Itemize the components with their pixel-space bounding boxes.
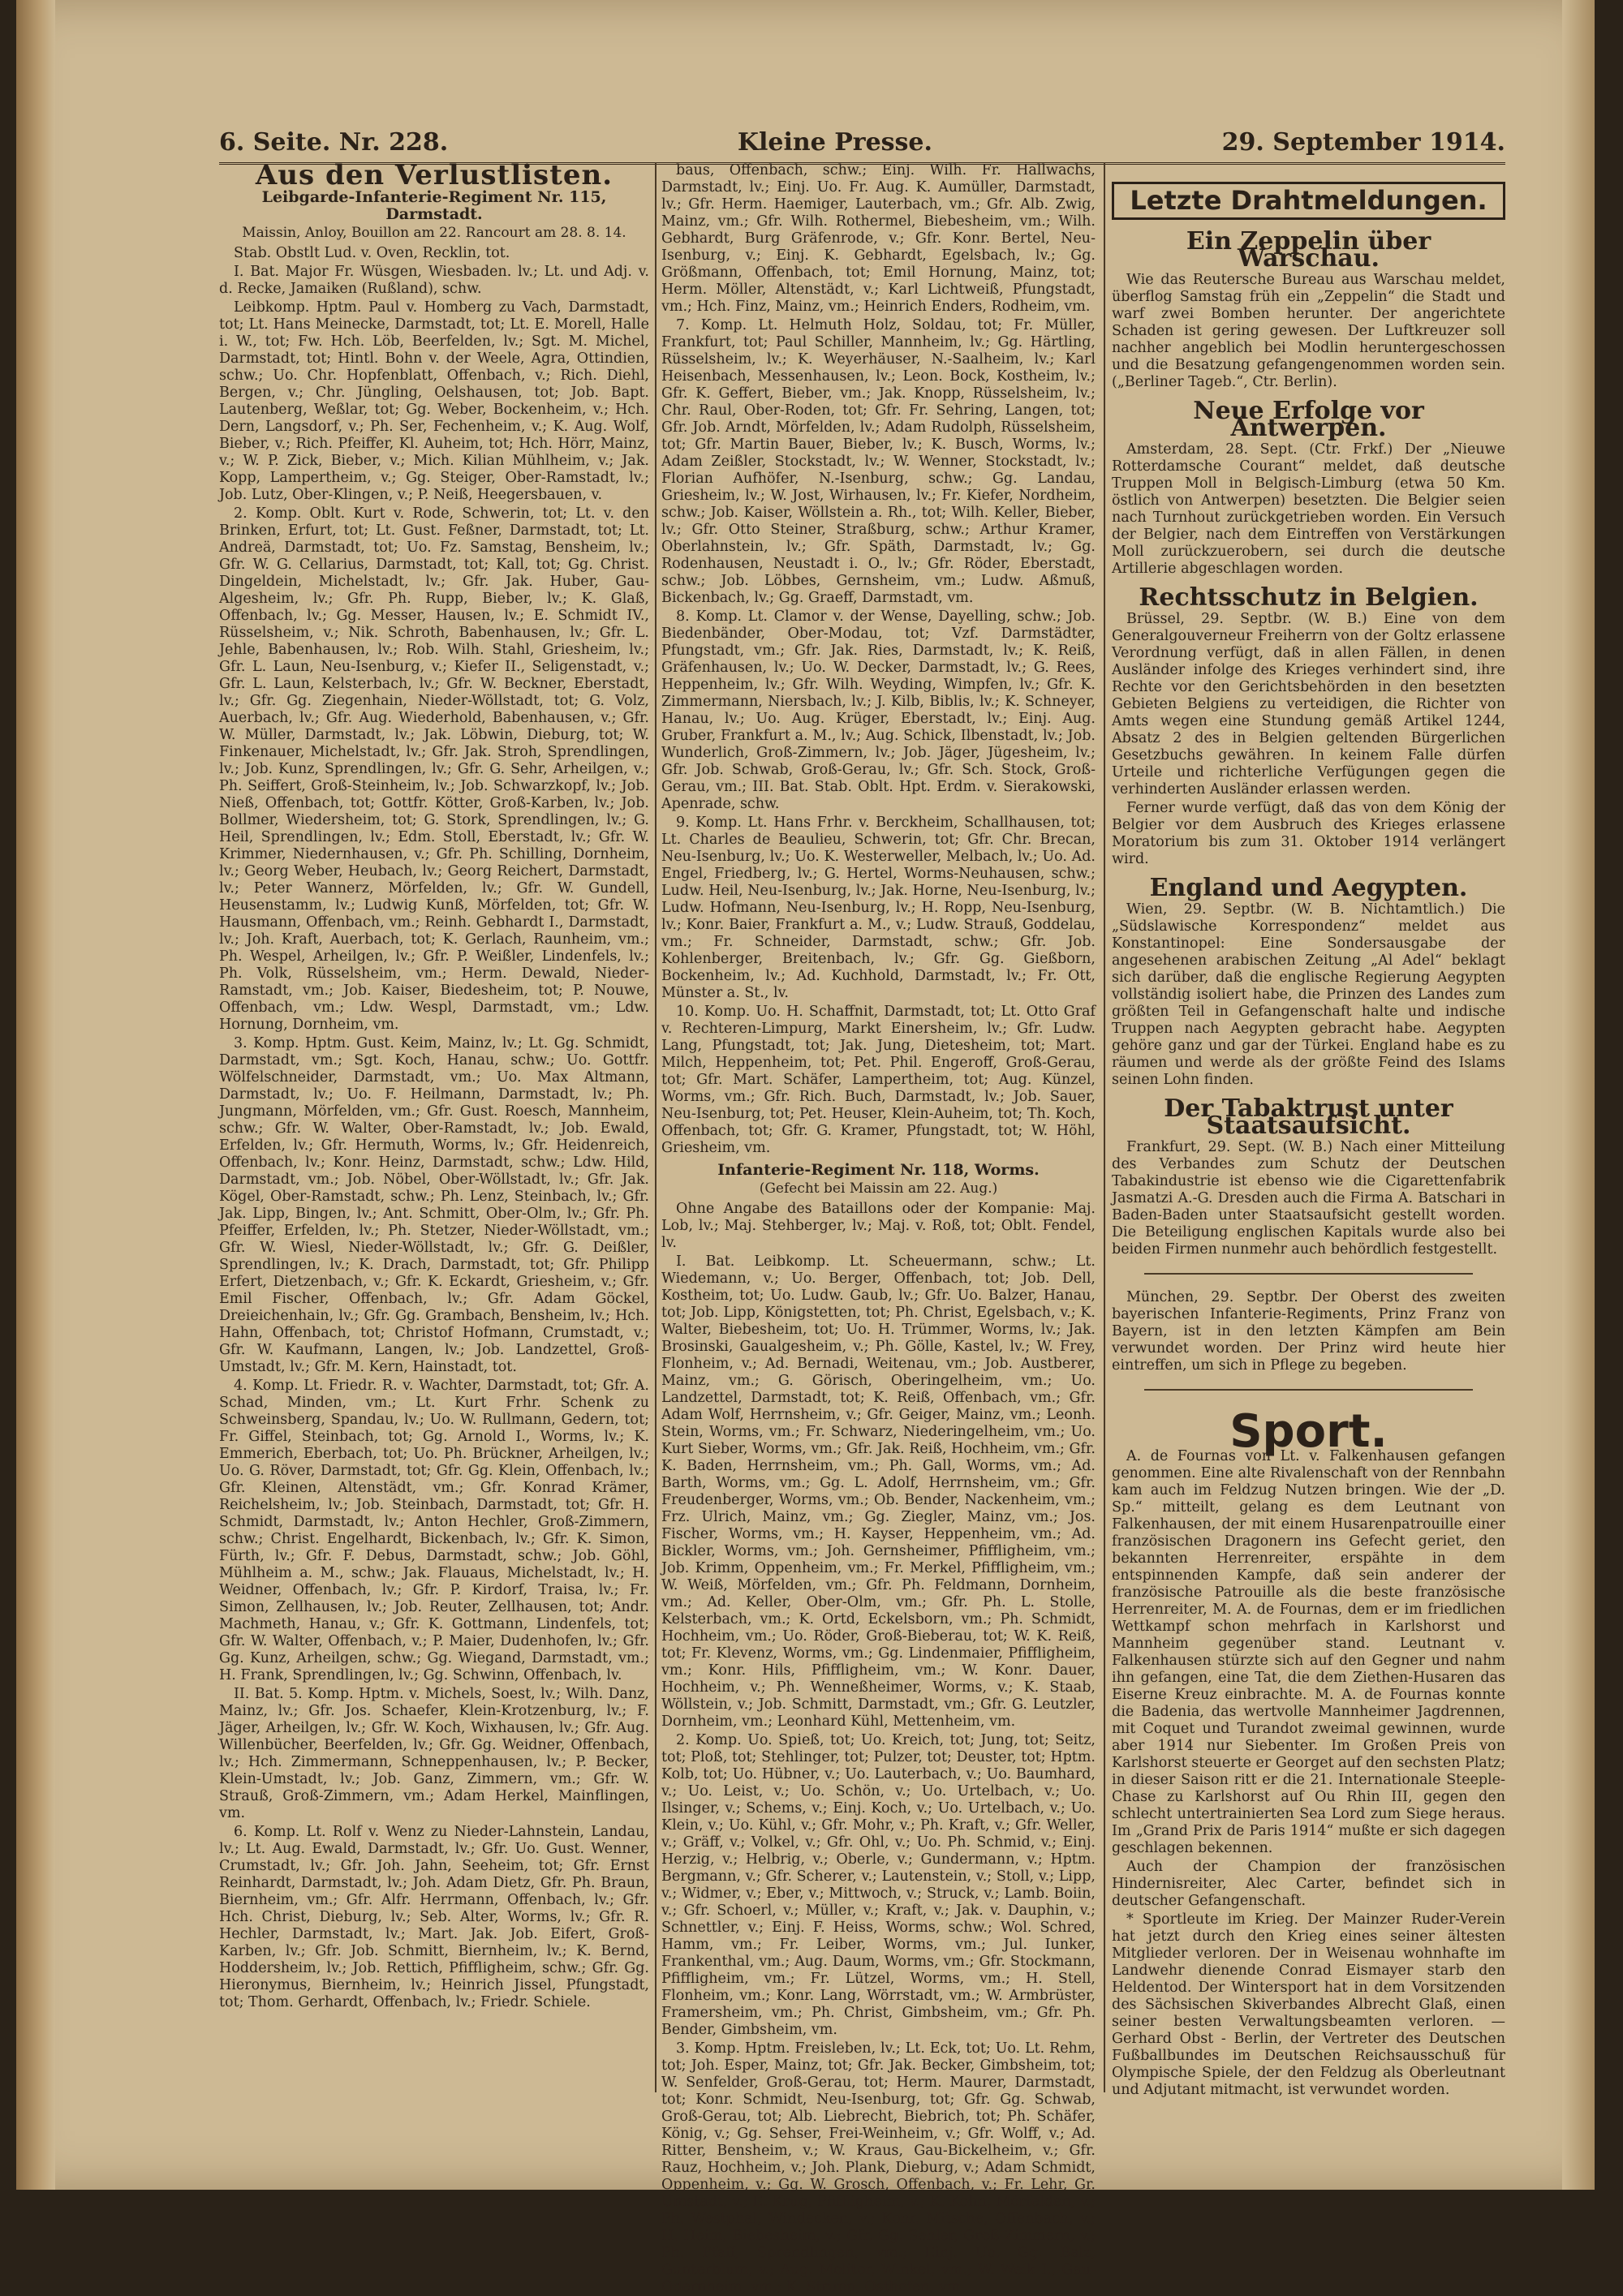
- article-text: Wien, 29. Septbr. (W. B. Nichtamtlich.) Die „Südslawische Korrespondenz“ meldet aus Konstantinopel: Eine Sondersausgabe der angesehenen arabischen Zeitung „Al Adel“ beklagt sich darüber, daß die englische Regierung Aegypten vollständig isoliert habe, die Prinzen des Landes zum größten Teil in Gefangenschaft halte und indische Truppen nach Aegypten gebracht habe. Aegypten gehöre ganz und gar der Türkei. England habe es zu räumen und werde als der größte Feind des Islams seinen Lohn finden.: [1112, 901, 1505, 1088]
- article-text: Wie das Reutersche Bureau aus Warschau meldet, überflog Samstag früh ein „Zeppelin“ die Stadt und warf zwei Bomben herunter. Der angerichtete Schaden ist gering gewesen. Der Luftkreuzer soll nachher angeblich bei Modlin heruntergeschossen und die Besatzung gefangengenommen worden sein. („Berliner Tageb.“, Ctr. Berlin).: [1112, 272, 1505, 390]
- section-title: Aus den Verlustlisten.: [255, 159, 613, 191]
- list-item: II. Bat. 5. Komp. Hptm. v. Michels, Soest, lv.; Wilh. Danz, Mainz, lv.; Gfr. Jos. Schaefer, Klein-Krotzenburg, lv.; F. Jäger, Arheilgen, lv.; Gfr. W. Koch, Wixhausen, lv.; Gfr. Aug. Willenbücher, Beerfelden, lv.; Gfr. Gg. Weidner, Offenbach, lv.; Hch. Zimmermann, Schneppenhausen, lv.; P. Becker, Klein-Umstadt, lv.; Job. Ganz, Zimmern, vm.; Gfr. W. Strauß, Groß-Zimmern, vm.; Adam Herkel, Mainflingen, vm.: [219, 1686, 649, 1821]
- newspaper-name: Kleine Presse.: [737, 127, 932, 157]
- article-text: München, 29. Septbr. Der Oberst des zweiten bayerischen Infanterie-Regiments, Prinz Franz von Bayern, ist in den letzten Kämpfen am Bein verwundet worden. Der Prinz wird heute hier eintreffen, um sich in Pflege zu begeben.: [1112, 1289, 1505, 1374]
- divider: [1144, 1273, 1473, 1275]
- article-text: Auch der Champion der französischen Hindernisreiter, Alec Carter, befindet sich in deutscher Gefangenschaft.: [1112, 1859, 1505, 1909]
- list-item: Ohne Angabe des Bataillons oder der Kompanie: Maj. Lob, lv.; Maj. Stehberger, lv.; Maj. v. Roß, tot; Oblt. Fendel, lv.: [661, 1201, 1096, 1251]
- article-title: Der Tabaktrust unter Staatsaufsicht.: [1164, 1094, 1453, 1140]
- list-item: I. Bat. Major Fr. Wüsgen, Wiesbaden. lv.; Lt. und Adj. v. d. Recke, Jamaiken (Rußland), schw.: [219, 264, 649, 297]
- list-item: 2. Komp. Uo. Spieß, tot; Uo. Kreich, tot; Jung, tot; Seitz, tot; Ploß, tot; Stehlinger, tot; Pulzer, tot; Deuster, tot; Hptm. Kolb, tot; Uo. Hübner, v.; Uo. Lauterbach, v.; Uo. Baumhard, v.; Uo. Leist, v.; Uo. Schön, v.; Uo. Urtelbach, v.; Uo. Ilsinger, v.; Schems, v.; Einj. Koch, v.; Uo. Urtelbach, v.; Uo. Klein, v.; Uo. Kühl, v.; Gfr. Mohr, v.; Ph. Kraft, v.; Gfr. Weller, v.; Gräff, v.; Volkel, v.; Gfr. Ohl, v.; Uo. Ph. Schmid, v.; Einj. Herzig, v.; Helbrig, v.; Oberle, v.; Gundermann, v.; Hptm. Bergmann, v.; Gfr. Scherer, v.; Lautenstein, v.; Stoll, v.; Lipp, v.; Widmer, v.; Eber, v.; Mittwoch, v.; Struck, v.; Lamb. Boiin, v.; Gfr. Schoerl, v.; Müller, v.; Kraft, v.; Jak. v. Dauphin, v.; Schnettler, v.; Einj. F. Heiss, Worms, schw.; Wol. Schred, Hamm, vm.; Fr. Leiber, Worms, vm.; Jul. Iunker, Frankenthal, vm.; Aug. Daum, Worms, vm.; Gfr. Stockmann, Pfiffligheim, vm.; Fr. Lützel, Worms, vm.; H. Stell, Flonheim, vm.; Konr. Lang, Wörrstadt, vm.; W. Armbrüster, Framersheim, vm.; Ph. Christ, Gimbsheim, vm.; Gfr. Ph. Bender, Gimbsheim, vm.: [661, 1732, 1096, 2038]
- list-item: 10. Komp. Uo. H. Schaffnit, Darmstadt, tot; Lt. Otto Graf v. Rechteren-Limpurg, Markt Einersheim, lv.; Gfr. Ludw. Lang, Pfungstadt, tot; Jak. Jung, Dietesheim, tot; Mart. Milch, Heppenheim, tot; Pet. Phil. Engeroff, Groß-Gerau, tot; Gfr. Mart. Schäfer, Lampertheim, tot; Aug. Künzel, Worms, vm.; Gfr. Rich. Buch, Darmstadt, lv.; Job. Sauer, Neu-Isenburg, tot; Pet. Heuser, Klein-Auheim, tot; Th. Koch, Offenbach, tot; Gfr. G. Kramer, Pfungstadt, tot; W. Höhl, Griesheim, vm.: [661, 1004, 1096, 1156]
- list-item: Leibkomp. Hptm. Paul v. Homberg zu Vach, Darmstadt, tot; Lt. Hans Meinecke, Darmstadt, tot; Lt. E. Morell, Halle i. W., tot; Fw. Hch. Löb, Beerfelden, lv.; Sgt. M. Michel, Darmstadt, tot; Hintl. Bohn v. der Weele, Agra, Ottindien, schw.; Uo. Chr. Hopfenblatt, Offenbach, v.; Rich. Diehl, Bergen, v.; Chr. Jüngling, Oelshausen, tot; Job. Bapt. Lautenberg, Weßlar, tot; Gg. Weber, Bockenheim, v.; Hch. Dern, Langsdorf, v.; Ph. Ser, Fechenheim, v.; K. Aug. Wolf, Bieber, v.; Rich. Pfeiffer, Kl. Auheim, tot; Hch. Hörr, Mainz, v.; W. P. Zick, Bieber, v.; Mich. Kilian Mühlheim, v.; Jak. Kopp, Lampertheim, v.; Gg. Steiger, Ober-Ramstadt, lv.; Job. Lutz, Ober-Klingen, v.; P. Neiß, Heegersbauen, v.: [219, 299, 649, 503]
- list-item: 4. Komp. Lt. Friedr. R. v. Wachter, Darmstadt, tot; Gfr. A. Schad, Minden, vm.; Lt. Kurt Frhr. Schenk zu Schweinsberg, Spandau, lv.; Uo. W. Rullmann, Gedern, tot; Fr. Giffel, Steinbach, tot; Gg. Arnold I., Worms, lv.; K. Emmerich, Eberbach, tot; Uo. Ph. Brückner, Arheilgen, lv.; Uo. G. Röver, Darmstadt, tot; Gfr. Gg. Klein, Offenbach, lv.; Gfr. Kleinen, Altenstädt, vm.; Gfr. Konrad Krämer, Reichelsheim, lv.; Job. Steinbach, Darmstadt, tot; Gfr. H. Schmidt, Darmstadt, lv.; Anton Hechler, Groß-Zimmern, schw.; Christ. Engelhardt, Bickenbach, lv.; Gfr. K. Simon, Fürth, lv.; Gfr. F. Debus, Darmstadt, schw.; Job. Göhl, Mühlheim a. M., schw.; Jak. Flauaus, Michelstadt, lv.; H. Weidner, Offenbach, lv.; Gfr. P. Kirdorf, Traisa, lv.; Fr. Simon, Zellhausen, lv.; Job. Reuter, Zellhausen, tot; Andr. Machmeth, Hanau, v.; Gfr. K. Gottmann, Lindenfels, tot; Gfr. W. Walter, Offenbach, v.; P. Maier, Dudenhofen, lv.; Gfr. Gg. Kunz, Arheilgen, schw.; Gg. Wiegand, Darmstadt, vm.; H. Frank, Sprendlingen, lv.; Gg. Schwinn, Offenbach, lv.: [219, 1378, 649, 1683]
- page-edge: [1562, 0, 1595, 2190]
- column-casualty-lists-continued: [661, 162, 1096, 2295]
- list-item: 9. Komp. Lt. Hans Frhr. v. Berckheim, Schallhausen, tot; Lt. Charles de Beaulieu, Schwerin, tot; Gfr. Chr. Brecan, Neu-Isenburg, lv.; Uo. K. Westerweller, Melbach, lv.; Uo. Ad. Engel, Friedberg, lv.; G. Hertel, Worms-Neuhausen, schw.; Ludw. Heil, Neu-Isenburg, lv.; Jak. Horne, Neu-Isenburg, lv.; Ludw. Hofmann, Neu-Isenburg, lv.; H. Ropp, Neu-Isenburg, lv.; Konr. Baier, Frankfurt a. M., v.; Ludw. Strauß, Goddelau, vm.; Fr. Schneider, Darmstadt, schw.; Gfr. Job. Kohlenberger, Breitenbach, lv.; Gfr. Gg. Gießborn, Bockenheim, lv.; Ad. Kuchhold, Darmstadt, lv.; Fr. Ott, Münster a. St., lv.: [661, 815, 1096, 1001]
- article-text: Ferner wurde verfügt, daß das von dem König der Belgier vor dem Ausbruch des Krieges erlassene Moratorium bis zum 31. Oktober 1914 verlängert wird.: [1112, 800, 1505, 867]
- article-text: Amsterdam, 28. Sept. (Ctr. Frkf.) Der „Nieuwe Rotterdamsche Courant“ meldet, daß deutsche Truppen Moll in Belgisch-Limburg (etwa 50 Km. östlich von Antwerpen) besetzten. Die Belgier seien nach Turnhout zurückgetrieben worden. Ein Versuch der Belgier, nach dem Eintreffen von Verstärkungen Moll zurückzuerobern, sei durch die deutsche Artillerie abgeschlagen worden.: [1112, 441, 1505, 577]
- article-title: England und Aegypten.: [1149, 874, 1468, 902]
- sport-heading: Sport.: [1229, 1405, 1388, 1458]
- column-rule-1: [655, 162, 657, 2092]
- list-item: 3. Komp. Hptm. Freisleben, lv.; Lt. Eck, tot; Uo. Lt. Rehm, tot; Joh. Esper, Mainz, tot; Gfr. Jak. Becker, Gimbsheim, tot; W. Senfelder, Groß-Gerau, tot; Herm. Maurer, Darmstadt, tot; Konr. Schmidt, Neu-Isenburg, tot; Gfr. Gg. Schwab, Groß-Gerau, tot; Alb. Liebrecht, Biebrich, tot; Ph. Schäfer, König, v.; Gg. Sehser, Frei-Weinheim, v.; Gfr. Wolff, v.; Ad. Ritter, Bensheim, v.; W. Kraus, Gau-Bickelheim, v.; Gfr. Rauz, Hochheim, v.; Joh. Plank, Dieburg, v.; Adam Schmidt, Oppenheim, v.; Gg. W. Grosch, Offenbach, v.; Fr. Lehr, Gr. Umstadt, v.; E. Krug, Pfiffligheim, v.; K. Kohn, Mörfelden, v.; Ph. Westphal, Windecken, v.; Konr. Mitsche, Offenbach, v.; H. Heim, Biebesheim, v.; Gfr. Gg. Sehler, Groß-Zimmern, v.; Ph. Pfaff, Sprendlingen, vm.; Einj. Uo. Gg. Balz, Gunterblum, v.; Aug. Molitor, Winkel, vm.; W. Weik I., Gau-Odernheim, vm.; K. Strupp, Osthofen, vm.: [661, 2040, 1096, 2295]
- article-text: * Sportleute im Krieg. Der Mainzer Ruder-Verein hat jetzt durch den Krieg eines seiner ältesten Mitglieder verloren. Der in Weisenau wohnhafte im Landwehr dienende Conrad Eismayer starb den Heldentod. Der Wintersport hat in dem Vorsitzenden des Sächsischen Skiverbandes Albrecht Glaß, einen seiner besten Verwaltungsbeamten verloren. — Gerhard Obst - Berlin, der Vertreter des Deutschen Fußballbundes im Deutschen Reichsausschuß für Olympische Spiele, der den Feldzug als Oberleutnant und Adjutant mitmacht, ist verwundet worden.: [1112, 1911, 1505, 2098]
- regiment-heading: Leibgarde-Infanterie-Regiment Nr. 115, Darmstadt.: [261, 188, 607, 223]
- column-news: [1112, 162, 1505, 2098]
- article-text: Frankfurt, 29. Sept. (W. B.) Nach einer Mitteilung des Verbandes zum Schutz der Deutschen Tabakindustrie ist ebenso wie die Cigarettenfabrik Jasmatzi A.-G. Dresden auch die Firma A. Batschari in Baden-Baden unter Staatsaufsicht gestellt worden. Die Beteiligung englischen Kapitals wurde also bei beiden Firmen nunmehr auch behördlich festgestellt.: [1112, 1139, 1505, 1258]
- column-casualty-lists: [219, 159, 649, 2092]
- article-title: Rechtsschutz in Belgien.: [1139, 583, 1479, 612]
- article-text: A. de Fournas von Lt. v. Falkenhausen gefangen genommen. Eine alte Rivalenschaft von der Rennbahn kam auch im Feldzug Nutzen bringen. Wie der „D. Sp.“ mitteilt, gelang es dem Leutnant von Falkenhausen, der mit einem Husarenpatrouille einer französischen Dragonern ins Gefecht geriet, den bekannten Herrenreiter, erspähte in dem entspinnenden Kampfe, daß sein anderer der französische Patrouille als die beste französische Herrenreiter, M. A. de Fournas, dem er im friedlichen Wettkampf schon mehrfach in Karlshorst und Mannheim gegenüber stand. Leutnant v. Falkenhausen stürzte sich auf den Gegner und nahm ihn gefangen, eine Tat, die dem Ziethen-Husaren das Eiserne Kreuz einbrachte. M. A. de Fournas konnte die Badenia, das wertvolle Mannheimer Jagdrennen, mit Coquet und Turandot zweimal gewinnen, wurde aber 1914 nur Siebenter. Im Großen Preis von Karlshorst steuerte er Georget auf den sechsten Platz; in dieser Saison ritt er die 21. Internationale Steeple-Chase zu Karlshorst auf Ou Rhin III, gegen den schlecht untertrainierten Sea Lord zum Siege heraus. Im „Grand Prix de Paris 1914“ mußte er sich dagegen geschlagen bekennen.: [1112, 1448, 1505, 1856]
- issue-date: 29. September 1914.: [1221, 127, 1505, 157]
- list-item: 8. Komp. Lt. Clamor v. der Wense, Dayelling, schw.; Job. Biedenbänder, Ober-Modau, tot; Vzf. Darmstädter, Pfungstadt, vm.; Gfr. Jak. Ries, Darmstadt, lv.; K. Reiß, Gräfenhausen, lv.; Uo. W. Decker, Darmstadt, lv.; G. Rees, Heppenheim, lv.; Gfr. Wilh. Weyding, Wimpfen, lv.; Gfr. K. Zimmermann, Niersbach, lv.; J. Kilb, Biblis, lv.; K. Schneyer, Hanau, lv.; Uo. Aug. Krüger, Eberstadt, lv.; Einj. Aug. Gruber, Frankfurt a. M., lv.; Aug. Schick, Ilbenstadt, lv.; Job. Wunderlich, Groß-Zimmern, lv.; Job. Jäger, Jügesheim, lv.; Gfr. Job. Schwab, Groß-Gerau, lv.; Gfr. Sch. Stock, Groß-Gerau, vm.; III. Bat. Stab. Oblt. Hpt. Erdm. v. Sierakowski, Apenrade, schw.: [661, 608, 1096, 812]
- battle-line: (Gefecht bei Maissin am 22. Aug.): [759, 1180, 998, 1197]
- article-title: Neue Erfolge vor Antwerpen.: [1193, 397, 1424, 442]
- divider: [1144, 1389, 1473, 1391]
- list-item: 3. Komp. Hptm. Gust. Keim, Mainz, lv.; Lt. Gg. Schmidt, Darmstadt, vm.; Sgt. Koch, Hanau, schw.; Uo. Gottfr. Wölfelschneider, Darmstadt, vm.; Uo. Max Altmann, Darmstadt, lv.; Uo. F. Heilmann, Darmstadt, lv.; Ph. Jungmann, Mörfelden, vm.; Gfr. Gust. Roesch, Mannheim, schw.; Gfr. W. Walter, Ober-Ramstadt, lv.; Job. Ewald, Erfelden, lv.; Gfr. Hermuth, Worms, lv.; Gfr. Heidenreich, Offenbach, lv.; Konr. Heinz, Darmstadt, schw.; Ldw. Hild, Darmstadt, vm.; Job. Nöbel, Ober-Wöllstadt, lv.; Gfr. Jak. Kögel, Ober-Ramstadt, schw.; Ph. Lenz, Steinbach, lv.; Gfr. Jak. Lipp, Bingen, lv.; Ant. Schmitt, Ober-Olm, lv.; Gfr. Ph. Pfeiffer, Erfelden, lv.; Ph. Stetzer, Nieder-Wöllstadt, vm.; Gfr. W. Wiesl, Nieder-Wöllstadt, lv.; Gfr. G. Deißler, Sprendlingen, lv.; K. Drach, Darmstadt, tot; Gfr. Philipp Erfert, Dietzenbach, v.; Gfr. K. Eckardt, Griesheim, v.; Gfr. Emil Fischer, Offenbach, lv.; Gfr. Adam Göckel, Dreieichenhain, lv.; Gfr. Gg. Grambach, Bensheim, lv.; Hch. Hahn, Offenbach, tot; Christof Hofmann, Crumstadt, v.; Gfr. W. Kaufmann, Langen, lv.; Job. Landzettel, Groß-Umstadt, lv.; Gfr. M. Kern, Hainstadt, tot.: [219, 1035, 649, 1375]
- newspaper-page: [16, 0, 1595, 2295]
- book-spine: [16, 0, 55, 2190]
- page-number-label: 6. Seite. Nr. 228.: [219, 127, 449, 157]
- column-rule-2: [1104, 162, 1105, 2092]
- list-item: I. Bat. Leibkomp. Lt. Scheuermann, schw.; Lt. Wiedemann, v.; Uo. Berger, Offenbach, tot; Job. Dell, Kostheim, tot; Uo. Ludw. Gaub, lv.; Gfr. Uo. Balzer, Hanau, tot; Job. Lipp, Königstetten, tot; Ph. Christ, Egelsbach, v.; K. Walter, Biebesheim, tot; Uo. H. Trümmer, Worms, lv.; Jak. Brosinski, Gaualgesheim, v.; Ph. Gölle, Kastel, lv.; W. Frey, Flonheim, v.; Ad. Bernadi, Weitenau, vm.; Job. Austberer, Mainz, vm.; G. Görisch, Oberingelheim, vm.; Uo. Landzettel, Darmstadt, tot; K. Reiß, Offenbach, vm.; Gfr. Adam Wolf, Herrnsheim, v.; Gfr. Geiger, Mainz, vm.; Leonh. Stein, Worms, vm.; Fr. Schwarz, Niederingelheim, vm.; Uo. Kurt Sieber, Worms, vm.; Gfr. Jak. Reiß, Hochheim, vm.; Gfr. K. Baden, Herrnsheim, vm.; Ph. Gall, Worms, vm.; Ad. Barth, Worms, vm.; Gg. L. Adolf, Herrnsheim, vm.; Gfr. Freudenberger, Worms, vm.; Ob. Bender, Nackenheim, vm.; Frz. Ulrich, Mainz, vm.; Gg. Ziegler, Mainz, vm.; Jos. Fischer, Worms, vm.; H. Kayser, Heppenheim, vm.; Ad. Bickler, Worms, vm.; Joh. Gernsheimer, Pfiffligheim, vm.; Job. Krimm, Oppenheim, vm.; Fr. Merkel, Pfiffligheim, vm.; W. Weiß, Mörfelden, vm.; Gfr. Ph. Feldmann, Dornheim, vm.; Ad. Keller, Ober-Olm, vm.; Gfr. Ph. L. Stolle, Kelsterbach, vm.; K. Ortd, Eckelsborn, vm.; Ph. Schmidt, Hochheim, vm.; Uo. Röder, Groß-Bieberau, tot; W. K. Reiß, tot; Fr. Klevenz, Worms, vm.; Gg. Lindenmaier, Pfiffligheim, vm.; Konr. Hils, Pfiffligheim, vm.; W. Konr. Dauer, Hochheim, v.; Ph. Wenneßheimer, Worms, v.; K. Staab, Wöllstein, v.; Job. Schmitt, Darmstadt, vm.; Gfr. G. Leutzler, Dornheim, vm.; Leonhard Kühl, Mettenheim, vm.: [661, 1253, 1096, 1730]
- article-title: Ein Zeppelin über Warschau.: [1186, 227, 1431, 273]
- list-item: 2. Komp. Oblt. Kurt v. Rode, Schwerin, tot; Lt. v. den Brinken, Erfurt, tot; Lt. Gust. Feßner, Darmstadt, tot; Lt. Andreä, Darmstadt, tot; Uo. Fz. Samstag, Bensheim, lv.; Gfr. W. G. Cellarius, Darmstadt, tot; Kall, tot; Gg. Christ. Dingeldein, Michelstadt, lv.; Gfr. Jak. Huber, Gau-Algesheim, lv.; Gfr. Ph. Rupp, Bieber, lv.; K. Glaß, Offenbach, lv.; Gg. Messer, Hausen, lv.; E. Schmidt IV., Rüsselsheim, v.; Nik. Schroth, Babenhausen, lv.; Gfr. L. Jehle, Babenhausen, lv.; Rob. Wilh. Stahl, Griesheim, lv.; Gfr. L. Laun, Neu-Isenburg, v.; Kiefer II., Seligenstadt, v.; Gfr. L. Laun, Kelsterbach, lv.; Gfr. W. Beckner, Eberstadt, lv.; Gfr. Gg. Ziegenhain, Nieder-Wöllstadt, tot; G. Volz, Auerbach, lv.; Gfr. Aug. Wiederhold, Babenhausen, v.; Gfr. W. Müller, Darmstadt, lv.; Jak. Löbwin, Dieburg, tot; W. Finkenauer, Michelstadt, lv.; Gfr. Jak. Stroh, Sprendlingen, lv.; Job. Kunz, Sprendlingen, lv.; Gfr. G. Sehr, Arheilgen, v.; Ph. Seiffert, Groß-Steinheim, lv.; Job. Schwarzkopf, lv.; Job. Nieß, Offenbach, tot; Gottfr. Kötter, Groß-Karben, lv.; Job. Bollmer, Wiedersheim, tot; G. Stork, Sprendlingen, lv.; G. Heil, Sprendlingen, lv.; Edm. Stoll, Eberstadt, lv.; Gfr. W. Krimmer, Niedernhausen, v.; Gfr. Ph. Schilling, Dornheim, lv.; Georg Weber, Heubach, lv.; Georg Reichert, Darmstadt, lv.; Peter Wannerz, Mörfelden, lv.; Gfr. W. Gundell, Heusenstamm, lv.; Ludwig Kunß, Mörfelden, tot; Gfr. W. Hausmann, Offenbach, vm.; Reinh. Gebhardt I., Darmstadt, lv.; Joh. Kraft, Auerbach, tot; K. Gerlach, Raunheim, vm.; Ph. Wespel, Arheilgen, lv.; Gfr. P. Weißler, Lindenfels, lv.; Ph. Volk, Rüsselsheim, vm.; Herm. Dewald, Nieder-Ramstadt, vm.; Job. Kaiser, Biedesheim, tot; P. Nouwe, Offenbach, vm.; Ldw. Wespl, Darmstadt, vm.; Ldw. Hornung, Dornheim, vm.: [219, 505, 649, 1033]
- latest-wire-news-box: Letzte Drahtmeldungen.: [1112, 182, 1505, 220]
- regiment-heading: Infanterie-Regiment Nr. 118, Worms.: [717, 1161, 1040, 1179]
- article-text: Brüssel, 29. Septbr. (W. B.) Eine von dem Generalgouverneur Freiherrn von der Goltz erlassene Verordnung verfügt, daß in allen Fällen, in denen Ausländer infolge des Krieges verhindert sind, ihre Rechte vor den Gerichtsbehörden in den besetzten Gebieten Belgiens zu verteidigen, die Richter von Amts wegen eine Stundung gemäß Artikel 1244, Absatz 2 des in Belgien geltenden Bürgerlichen Gesetzbuchs gewähren. In keinem Falle dürfen Urteile und richterliche Verfügungen gegen die verhinderten Ausländer erlassen werden.: [1112, 611, 1505, 798]
- list-item: 7. Komp. Lt. Helmuth Holz, Soldau, tot; Fr. Müller, Frankfurt, tot; Paul Schiller, Mannheim, lv.; Gg. Härtling, Rüsselsheim, lv.; K. Weyerhäuser, N.-Saalheim, lv.; Karl Heisenbach, Messenhausen, lv.; Leon. Bock, Kostheim, lv.; Gfr. K. Geffert, Bieber, vm.; Jak. Knopp, Rüsselsheim, lv.; Chr. Raul, Ober-Roden, tot; Gfr. Fr. Sehring, Langen, tot; Gfr. Job. Arndt, Mörfelden, lv.; Adam Rudolph, Rüsselsheim, tot; Gfr. Martin Bauer, Bieber, lv.; K. Busch, Worms, lv.; Adam Zeißler, Stockstadt, lv.; W. Wenner, Stockstadt, lv.; Florian Aufhöfer, N.-Isenburg, schw.; Gg. Landau, Griesheim, lv.; W. Jost, Wirhausen, lv.; Fr. Kiefer, Nordheim, schw.; Job. Kaiser, Wöllstein a. Rh., tot; Wilh. Keller, Bieber, lv.; Gfr. Otto Steiner, Straßburg, schw.; Arthur Kramer, Oberlahnstein, lv.; Gfr. Späth, Darmstadt, lv.; Gg. Rodenhausen, Neustadt i. O., lv.; Gfr. Röder, Eberstadt, schw.; Job. Löbbes, Gernsheim, vm.; Ludw. Aßmuß, Bickenbach, lv.; Gg. Graeff, Darmstadt, vm.: [661, 317, 1096, 606]
- battle-line: Maissin, Anloy, Bouillon am 22. Rancourt am 28. 8. 14.: [242, 225, 626, 241]
- list-item: baus, Offenbach, schw.; Einj. Wilh. Fr. Hallwachs, Darmstadt, lv.; Einj. Uo. Fr. Aug. K. Aumüller, Darmstadt, lv.; Gfr. Herm. Haemiger, Lauterbach, vm.; Gfr. Alb. Zwig, Mainz, vm.; Gfr. Wilh. Rothermel, Biebesheim, vm.; Wilh. Gebhardt, Burg Gräfenrode, v.; Gfr. Konr. Bertel, Neu-Isenburg, v.; Einj. K. Gebhardt, Egelsbach, lv.; Gg. Größmann, Offenbach, tot; Emil Hornung, Mainz, tot; Herm. Möller, Altenstädt, v.; Karl Lichtweiß, Pfungstadt, vm.; Hch. Finz, Mainz, vm.; Heinrich Enders, Rodheim, vm.: [661, 162, 1096, 315]
- list-item: 6. Komp. Lt. Rolf v. Wenz zu Nieder-Lahnstein, Landau, lv.; Lt. Aug. Ewald, Darmstadt, lv.; Gfr. Uo. Gust. Wenner, Crumstadt, lv.; Gfr. Joh. Jahn, Seeheim, tot; Gfr. Ernst Reinhardt, Darmstadt, lv.; Joh. Adam Dietz, Gfr. Ph. Braun, Biernheim, vm.; Gfr. Alfr. Herrmann, Offenbach, lv.; Gfr. Hch. Christ, Dieburg, lv.; Seb. Alter, Worms, lv.; Gfr. R. Hechler, Darmstadt, lv.; Mart. Jak. Job. Eifert, Groß-Karben, lv.; Gfr. Job. Schmitt, Biernheim, lv.; K. Bernd, Hoddersheim, lv.; Job. Rettich, Pfiffligheim, schw.; Gfr. Gg. Hieronymus, Biernheim, lv.; Heinrich Jissel, Pfungstadt, tot; Thom. Gerhardt, Offenbach, lv.; Friedr. Schiele.: [219, 1824, 649, 2010]
- list-item: Stab. Obstlt Lud. v. Oven, Recklin, tot.: [234, 245, 510, 261]
